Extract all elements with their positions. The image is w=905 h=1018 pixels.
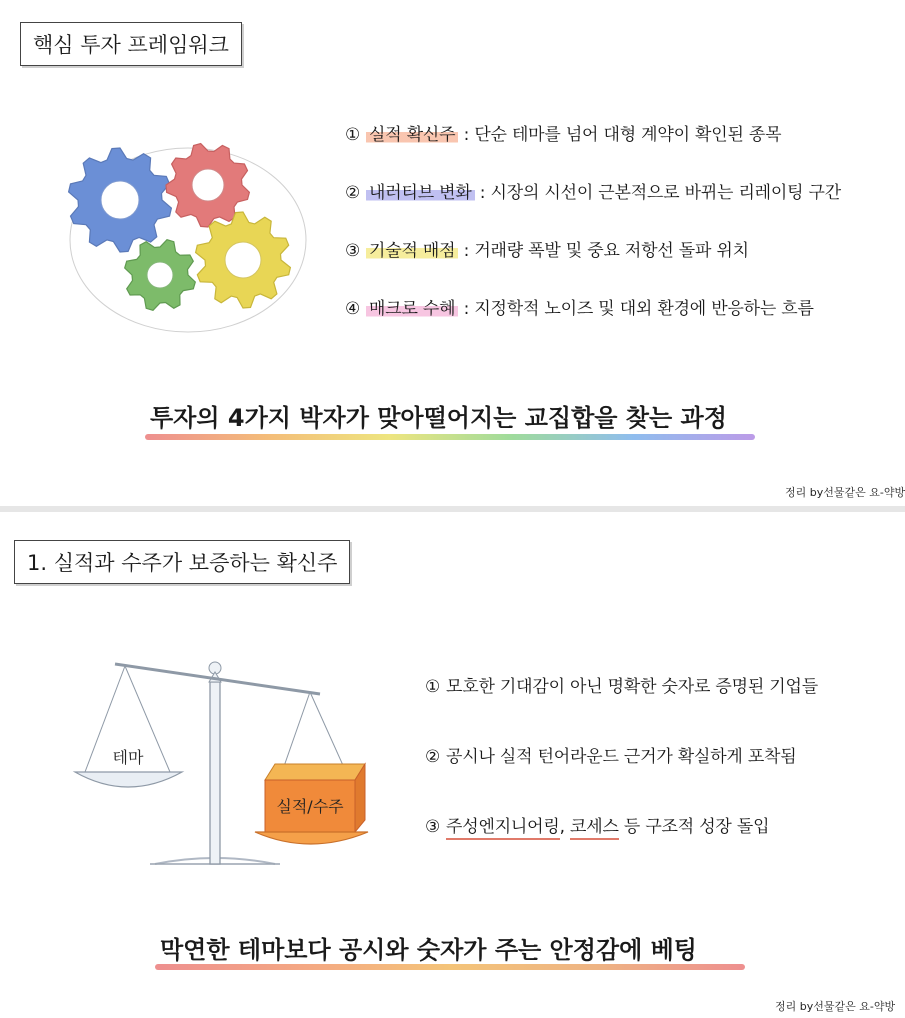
- item-text: 공시나 실적 턴어라운드 근거가 확실하게 포착됨: [446, 747, 797, 767]
- left-pan-label: 테마: [112, 748, 144, 767]
- item-separator: :: [474, 183, 491, 203]
- credit-text: 정리 by선물같은 요-약방: [785, 486, 905, 499]
- company-name-2: 코세스: [570, 817, 619, 840]
- item-text: 등 구조적 성장 돌입: [618, 817, 770, 837]
- conviction-stocks-panel: [0, 512, 905, 1018]
- framework-item-4: [345, 294, 814, 319]
- summary-text: 투자의 4가지 박자가 맞아떨어지는 교집합을 찾는 과정: [150, 404, 727, 432]
- balance-scale-illustration: [70, 652, 370, 882]
- item-description: 거래량 폭발 및 중요 저항선 돌파 위치: [474, 241, 749, 261]
- gears-illustration: [58, 140, 318, 340]
- item-keyword: 내러티브 변화: [366, 183, 475, 203]
- item-number: ①: [345, 125, 361, 145]
- orange-underline: [155, 964, 745, 970]
- panel-title: 1. 실적과 수주가 보증하는 확신주: [14, 540, 350, 584]
- company-name-1: 주성엔지니어링: [446, 817, 560, 840]
- item-number: ③: [425, 817, 441, 837]
- item-description: 시장의 시선이 근본적으로 바뀌는 리레이팅 구간: [490, 183, 841, 203]
- conviction-item-2: [425, 742, 797, 767]
- item-number: ②: [425, 747, 441, 767]
- blue-gear-icon: [69, 148, 172, 252]
- item-number: ③: [345, 241, 361, 261]
- item-number: ②: [345, 183, 361, 203]
- item-separator: :: [458, 241, 475, 261]
- item-description: 단순 테마를 넘어 대형 계약이 확인된 종목: [474, 125, 782, 145]
- green-gear-icon: [125, 240, 196, 311]
- conviction-item-1: [425, 672, 818, 697]
- panel-title: 핵심 투자 프레임워크: [20, 22, 242, 66]
- credit-text: 정리 by선물같은 요-약방: [775, 1000, 896, 1013]
- item-keyword: 실적 확신주: [366, 125, 458, 145]
- item-separator: ,: [559, 817, 571, 837]
- framework-item-2: [345, 178, 841, 203]
- item-separator: :: [458, 125, 475, 145]
- framework-item-3: [345, 236, 749, 261]
- item-separator: :: [458, 299, 475, 319]
- framework-panel: [0, 0, 905, 506]
- rainbow-underline: [145, 434, 755, 440]
- conviction-item-3: [425, 812, 769, 837]
- item-text: 모호한 기대감이 아닌 명확한 숫자로 증명된 기업들: [446, 677, 818, 697]
- yellow-gear-icon: [196, 212, 291, 308]
- gold-box-icon: [265, 764, 365, 832]
- item-keyword: 기술적 매점: [366, 241, 458, 261]
- item-keyword: 매크로 수혜: [366, 299, 458, 319]
- summary-text: 막연한 테마보다 공시와 숫자가 주는 안정감에 베팅: [160, 936, 697, 964]
- item-description: 지정학적 노이즈 및 대외 환경에 반응하는 흐름: [474, 299, 814, 319]
- item-number: ①: [425, 677, 441, 697]
- framework-item-1: [345, 120, 781, 145]
- item-number: ④: [345, 299, 361, 319]
- right-pan-label: 실적/수주: [276, 797, 344, 816]
